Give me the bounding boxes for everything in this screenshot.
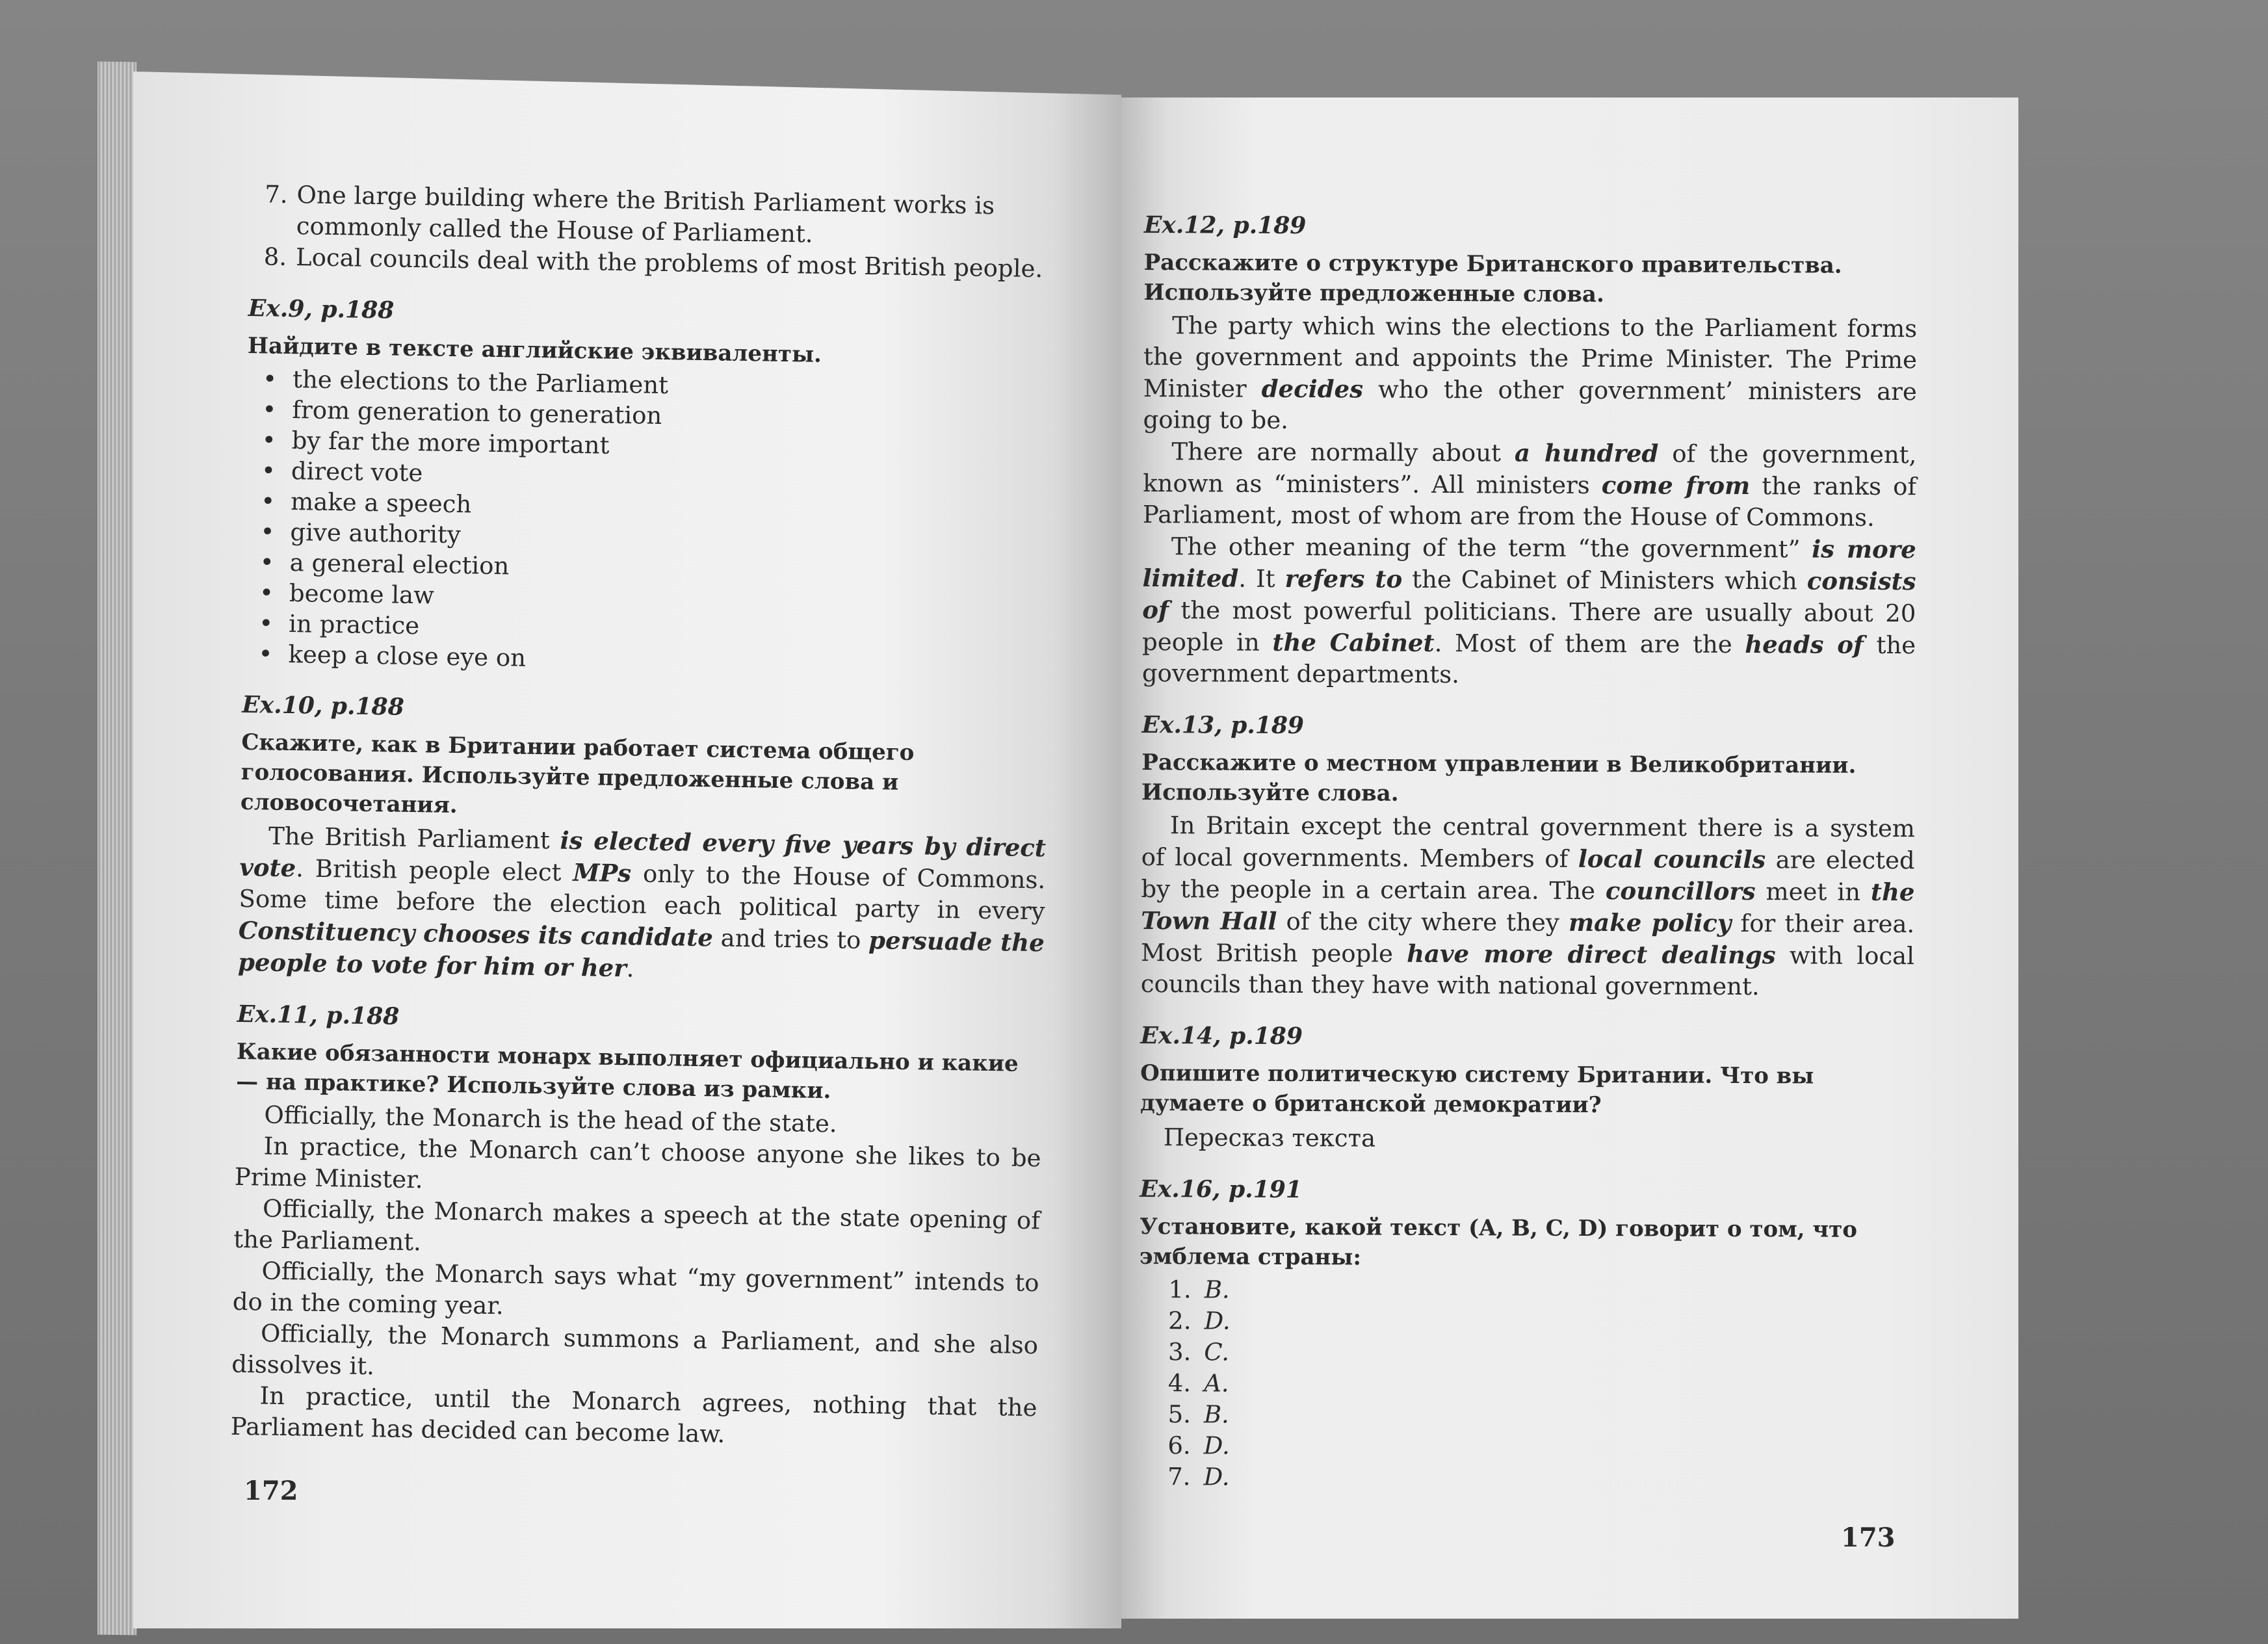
bullet-text: in practice	[288, 610, 420, 640]
retell-note: Пересказ текста	[1163, 1123, 1376, 1153]
emphasis-text: come from	[1601, 471, 1751, 501]
list-text: Local councils deal with the problems of most British people.	[295, 243, 1043, 283]
answer-value: D.	[1203, 1431, 1230, 1460]
exercise-paragraph	[1142, 530, 1916, 692]
list-item	[1139, 1399, 1912, 1433]
bullet-icon: •	[259, 609, 274, 638]
emphasis-text: make policy	[1568, 907, 1732, 937]
list-number: 7.	[264, 180, 288, 209]
text-span: the Cabinet of Ministers which	[1402, 565, 1807, 595]
bullet-text: make a speech	[290, 488, 472, 519]
text-span: The party which wins the elections to the Parliament forms the government and appoints the Prime Minister. The Prime Minister	[1143, 311, 1918, 403]
page-number-left: 172	[244, 1476, 298, 1506]
emphasis-text: consists of	[1142, 566, 1916, 625]
list-item	[1139, 1305, 1912, 1340]
text-span: of the city where they	[1277, 907, 1569, 937]
text-span: There are normally about	[1171, 437, 1515, 467]
text-span: . British people elect	[295, 854, 573, 887]
answer-number: 6.	[1167, 1431, 1191, 1460]
exercise-heading-10: Ex.10, p.188	[241, 690, 405, 721]
exercise-paragraph: Officially, the Monarch summons a Parliament, and she also dissolves it.	[231, 1319, 1039, 1381]
exercise-task-13: Расскажите о местном управлении в Великобритании. Используйте слова.	[1141, 749, 1857, 807]
bullet-list	[242, 363, 1053, 681]
answer-number: 1.	[1168, 1275, 1192, 1304]
exercise-paragraph	[1143, 310, 1917, 439]
emphasis-text: refers to	[1284, 564, 1403, 594]
left-page-content	[230, 179, 1056, 1455]
exercise-task-9: Найдите в тексте английские эквиваленты.	[247, 332, 822, 368]
emphasis-text: is elected every five years by direct vote	[239, 826, 1047, 883]
text-span: In Britain except the central government there is a system of local governments. Members of	[1141, 811, 1915, 873]
text-span: meet in	[1755, 878, 1871, 906]
bullet-icon: •	[258, 640, 273, 668]
answer-number: 4.	[1167, 1369, 1192, 1398]
bullet-icon: •	[262, 395, 277, 424]
emphasis-text: Constituency chooses its candidate	[238, 915, 714, 952]
bullet-icon: •	[261, 426, 276, 454]
answer-number: 5.	[1167, 1400, 1192, 1429]
emphasis-text: MPs	[573, 857, 632, 888]
emphasis-text: the Town Hall	[1141, 877, 1915, 935]
right-page-content	[1138, 211, 1918, 1496]
bullet-text: a general election	[289, 549, 510, 581]
text-span: with local councils than they have with national government.	[1140, 941, 1915, 1001]
exercise-task-10: Скажите, как в Британии работает система общего голосования. Используйте предложенные слова и словосочетания.	[240, 729, 915, 819]
exercise-paragraph	[1141, 810, 1915, 1003]
bullet-icon: •	[259, 579, 274, 607]
book-page-edges	[98, 62, 137, 1636]
exercise-heading-12: Ex.12, p.189	[1143, 211, 1307, 240]
text-span: for their area. Most British people	[1140, 909, 1915, 968]
text-span: The British Parliament	[268, 822, 560, 855]
bullet-icon: •	[262, 365, 278, 393]
text-span: who the other government’ ministers are going to be.	[1143, 375, 1917, 434]
list-item	[1139, 1337, 1912, 1371]
bullet-text: keep a close eye on	[288, 640, 527, 672]
list-item	[1138, 1461, 1912, 1496]
bullet-icon: •	[259, 548, 274, 577]
bullet-text: become law	[289, 579, 435, 610]
answer-number: 7.	[1167, 1463, 1191, 1491]
bullet-text: give authority	[290, 518, 462, 549]
text-span: . It	[1238, 564, 1285, 593]
emphasis-text: heads of	[1745, 630, 1864, 659]
text-span: the most powerful politicians. There are usually about 20 people in	[1142, 596, 1916, 657]
emphasis-text: the Cabinet	[1272, 627, 1435, 657]
exercise-paragraph	[238, 820, 1047, 991]
emphasis-text: a hundred	[1514, 438, 1659, 468]
list-number: 8.	[263, 242, 287, 271]
exercise-heading-13: Ex.13, p.189	[1141, 711, 1305, 740]
exercise-heading-11: Ex.11, p.188	[237, 1000, 400, 1030]
answer-value: C.	[1204, 1338, 1230, 1366]
bullet-text: from generation to generation	[292, 396, 662, 430]
bullet-icon: •	[261, 456, 276, 485]
exercise-heading-16: Ex.16, p.191	[1140, 1175, 1302, 1204]
exercise-paragraph: In practice, the Monarch can’t choose anyone she likes to be Prime Minister.	[234, 1132, 1041, 1194]
bullet-icon: •	[260, 517, 275, 546]
bullet-text: by far the more important	[291, 426, 610, 460]
text-span: .	[626, 954, 634, 983]
emphasis-text: councillors	[1605, 876, 1756, 906]
page-number-right: 173	[1841, 1522, 1896, 1553]
answer-list	[1138, 1274, 1912, 1496]
text-span: . Most of them are the	[1434, 629, 1745, 659]
list-text: One large building where the British Parliament works is commonly called the House of Parliament.	[296, 181, 995, 248]
text-span: and tries to	[712, 924, 869, 955]
exercise-task-12: Расскажите о структуре Британского правительства. Используйте предложенные слова.	[1143, 249, 1842, 308]
answer-number: 2.	[1168, 1307, 1192, 1335]
exercise-paragraph: Officially, the Monarch is the head of the state.	[264, 1101, 837, 1138]
exercise-paragraph: Officially, the Monarch makes a speech at the state opening of the Parliament.	[233, 1194, 1041, 1257]
text-span: the government departments.	[1141, 631, 1916, 689]
text-span: of the government, known as “ministers”. All ministers	[1143, 439, 1917, 500]
answer-value: B.	[1203, 1400, 1229, 1429]
emphasis-text: persuade the people to vote for him or her	[237, 926, 1045, 983]
emphasis-text: have more direct dealings	[1407, 939, 1776, 970]
exercise-task-16: Установите, какой текст (A, B, C, D) говорит о том, что эмблема страны:	[1139, 1213, 1858, 1271]
text-span: The other meaning of the term “the government”	[1171, 532, 1812, 564]
text-span: are elected by the people in a certain area. The	[1141, 846, 1915, 906]
text-span: only to the House of Commons. Some time before the election each political party in every	[239, 859, 1046, 926]
exercise-heading-14: Ex.14, p.189	[1140, 1021, 1303, 1050]
list-item	[1139, 1368, 1912, 1402]
exercise-paragraph	[1143, 436, 1917, 534]
emphasis-text: local councils	[1578, 844, 1766, 874]
bullet-icon: •	[260, 487, 276, 515]
answer-value: D.	[1204, 1307, 1231, 1335]
answer-value: A.	[1204, 1369, 1229, 1398]
answer-value: D.	[1203, 1463, 1230, 1491]
answer-value: B.	[1204, 1275, 1230, 1304]
list-item	[1140, 1274, 1913, 1309]
text-span: the ranks of Parliament, most of whom are from the House of Commons.	[1142, 472, 1917, 532]
emphasis-text: is more limited	[1142, 534, 1916, 593]
bullet-text: the elections to the Parliament	[292, 365, 669, 400]
exercise-paragraph: In practice, until the Monarch agrees, nothing that the Parliament has decided can become law.	[230, 1381, 1037, 1448]
exercise-paragraph: Officially, the Monarch says what “my government” intends to do in the coming year.	[232, 1257, 1039, 1320]
emphasis-text: decides	[1261, 374, 1364, 404]
exercise-heading-9: Ex.9, p.188	[248, 294, 395, 324]
exercise-task-11: Какие обязанности монарх выполняет официально и какие — на практике? Используйте слова из рамки.	[235, 1038, 1019, 1104]
answer-number: 3.	[1167, 1338, 1192, 1366]
bullet-text: direct vote	[291, 457, 423, 488]
list-item	[1139, 1430, 1912, 1465]
exercise-task-14: Опишите политическую систему Британии. Что вы думаете о британской демократии?	[1140, 1060, 1814, 1119]
